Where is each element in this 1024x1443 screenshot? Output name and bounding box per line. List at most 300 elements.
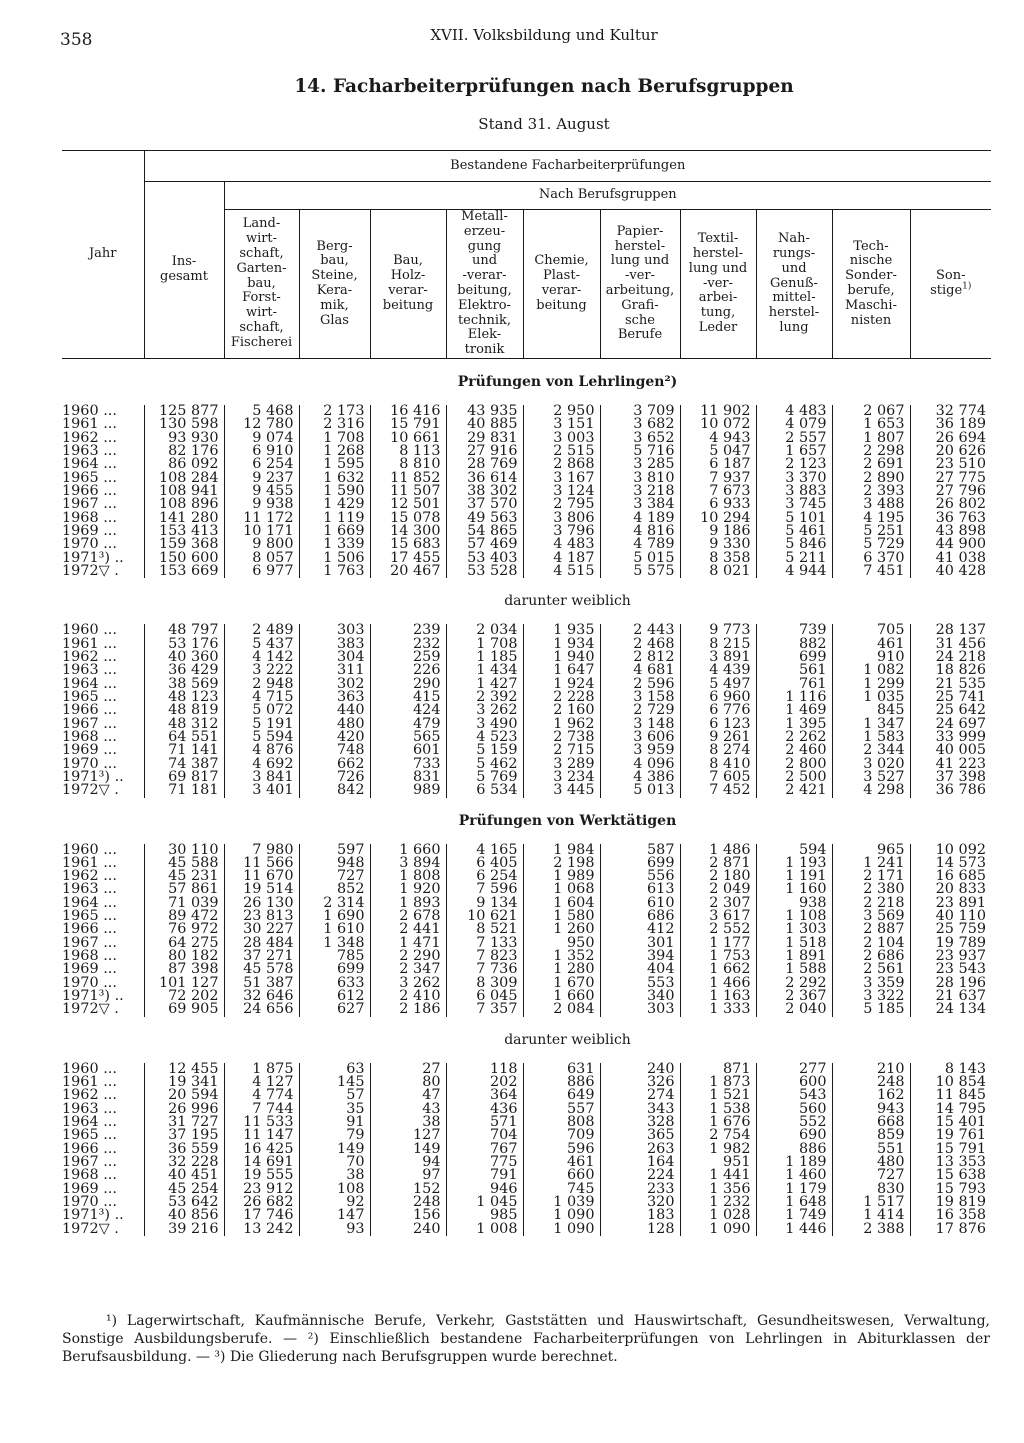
- value-cell: 1 583: [832, 731, 910, 744]
- value-cell: 571: [446, 1116, 523, 1129]
- value-cell: 259: [370, 651, 446, 664]
- year-cell: 1970 ...: [62, 1194, 117, 1211]
- value-cell: 14 573: [910, 857, 991, 870]
- value-cell: 69 817: [144, 771, 224, 784]
- value-cell: 3 003: [523, 432, 600, 445]
- value-cell: 3 218: [600, 485, 680, 498]
- value-cell: 12 455: [144, 1063, 224, 1076]
- value-cell: 596: [523, 1143, 600, 1156]
- value-cell: 1 676: [680, 1116, 756, 1129]
- table-header: [62, 151, 991, 359]
- value-cell: 37 195: [144, 1129, 224, 1142]
- year-cell: 1972▽ .: [62, 782, 119, 799]
- value-cell: 3 285: [600, 458, 680, 471]
- value-cell: 3 262: [446, 704, 523, 717]
- value-cell: 2 460: [756, 744, 832, 757]
- value-cell: 1 090: [523, 1209, 600, 1222]
- year-cell: 1960 ...: [62, 1060, 117, 1077]
- value-cell: 49 563: [446, 512, 523, 525]
- value-cell: 38 569: [144, 678, 224, 691]
- value-cell: 1 414: [832, 1209, 910, 1222]
- value-cell: 328: [600, 1116, 680, 1129]
- value-cell: 6 910: [224, 445, 299, 458]
- value-cell: 1 610: [299, 923, 370, 936]
- value-cell: 25 642: [910, 704, 991, 717]
- value-cell: 47: [370, 1089, 446, 1102]
- value-cell: 26 130: [224, 897, 299, 910]
- year-cell: 1968 ...: [62, 948, 117, 965]
- section-label: Prüfungen von Werktätigen: [458, 812, 677, 829]
- value-cell: 668: [832, 1116, 910, 1129]
- value-cell: 3 796: [523, 525, 600, 538]
- value-cell: 3 401: [224, 784, 299, 797]
- value-cell: 8 215: [680, 638, 756, 651]
- value-cell: 2 040: [756, 1003, 832, 1016]
- value-cell: 5 716: [600, 445, 680, 458]
- section-label: Prüfungen von Lehrlingen²): [457, 373, 678, 390]
- value-cell: 7 452: [680, 784, 756, 797]
- value-cell: 943: [832, 1103, 910, 1116]
- value-cell: 845: [832, 704, 910, 717]
- value-cell: 145: [299, 1076, 370, 1089]
- value-cell: 985: [446, 1209, 523, 1222]
- value-cell: 3 167: [523, 472, 600, 485]
- value-cell: 1 669: [299, 525, 370, 538]
- value-cell: 64 551: [144, 731, 224, 744]
- value-cell: 38: [299, 1169, 370, 1182]
- year-cell: 1964 ...: [62, 894, 117, 911]
- value-cell: 86 092: [144, 458, 224, 471]
- year-cell: 1964 ...: [62, 456, 117, 473]
- value-cell: 1 670: [523, 977, 600, 990]
- value-cell: 1 934: [523, 638, 600, 651]
- value-cell: 32 228: [144, 1156, 224, 1169]
- value-cell: 24 134: [910, 1003, 991, 1016]
- value-cell: 612: [299, 990, 370, 1003]
- value-cell: 8 358: [680, 552, 756, 565]
- value-cell: 1 604: [523, 897, 600, 910]
- value-cell: 2 557: [756, 432, 832, 445]
- value-cell: 436: [446, 1103, 523, 1116]
- value-cell: 6 977: [224, 565, 299, 578]
- statistics-table: [62, 150, 991, 1236]
- value-cell: 5 468: [224, 405, 299, 418]
- value-cell: 16 685: [910, 870, 991, 883]
- value-cell: 1 333: [680, 1003, 756, 1016]
- value-cell: 301: [600, 937, 680, 950]
- value-cell: 4 816: [600, 525, 680, 538]
- year-cell: 1965 ...: [62, 1127, 117, 1144]
- value-cell: 26 802: [910, 498, 991, 511]
- value-cell: 53 642: [144, 1196, 224, 1209]
- header-col-7: Textil- herstel- lung und -ver- arbei- tung, Leder: [680, 210, 756, 359]
- value-cell: 3 359: [832, 977, 910, 990]
- value-cell: 1 891: [756, 950, 832, 963]
- value-cell: 36 189: [910, 418, 991, 431]
- value-cell: 38: [370, 1116, 446, 1129]
- value-cell: 4 298: [832, 784, 910, 797]
- value-cell: 1 662: [680, 963, 756, 976]
- value-cell: 26 682: [224, 1196, 299, 1209]
- value-cell: 20 467: [370, 565, 446, 578]
- value-cell: 3 894: [370, 857, 446, 870]
- value-cell: 2 686: [832, 950, 910, 963]
- value-cell: 5 769: [446, 771, 523, 784]
- value-cell: 394: [600, 950, 680, 963]
- year-cell: 1967 ...: [62, 496, 117, 513]
- value-cell: 2 871: [680, 857, 756, 870]
- value-cell: 4 386: [600, 771, 680, 784]
- value-cell: 57: [299, 1089, 370, 1102]
- footnote-mark: 1): [962, 281, 972, 292]
- value-cell: 45 578: [224, 963, 299, 976]
- value-cell: 1 460: [756, 1169, 832, 1182]
- value-cell: 440: [299, 704, 370, 717]
- value-cell: 232: [370, 638, 446, 651]
- value-cell: 2 691: [832, 458, 910, 471]
- value-cell: 11 533: [224, 1116, 299, 1129]
- header-col-10: Son- stige$^{1)}$: [910, 210, 991, 359]
- value-cell: 69 905: [144, 1003, 224, 1016]
- value-cell: 699: [299, 963, 370, 976]
- footnotes: [62, 1312, 990, 1366]
- value-cell: 3 158: [600, 691, 680, 704]
- value-cell: 7 596: [446, 883, 523, 896]
- value-cell: 226: [370, 664, 446, 677]
- value-cell: 108 941: [144, 485, 224, 498]
- value-cell: 3 709: [600, 405, 680, 418]
- year-cell: 1972▽ .: [62, 1220, 119, 1237]
- value-cell: 2 596: [600, 678, 680, 691]
- value-cell: 19 341: [144, 1076, 224, 1089]
- value-cell: 1 920: [370, 883, 446, 896]
- value-cell: 12 501: [370, 498, 446, 511]
- year-cell: 1961 ...: [62, 854, 117, 871]
- value-cell: 3 222: [224, 664, 299, 677]
- value-cell: 9 773: [680, 624, 756, 637]
- value-cell: 17 455: [370, 552, 446, 565]
- value-cell: 210: [832, 1063, 910, 1076]
- value-cell: 9 186: [680, 525, 756, 538]
- value-cell: 19 555: [224, 1169, 299, 1182]
- value-cell: 7 133: [446, 937, 523, 950]
- value-cell: 40 451: [144, 1169, 224, 1182]
- table-row: [62, 784, 991, 797]
- value-cell: 2 290: [370, 950, 446, 963]
- section-spacer: [62, 578, 144, 624]
- value-cell: 1 538: [680, 1103, 756, 1116]
- value-cell: 5 072: [224, 704, 299, 717]
- value-cell: 28 196: [910, 977, 991, 990]
- value-cell: 594: [756, 844, 832, 857]
- value-cell: 1 660: [523, 990, 600, 1003]
- value-cell: 871: [680, 1063, 756, 1076]
- value-cell: 2 515: [523, 445, 600, 458]
- value-cell: 3 020: [832, 758, 910, 771]
- value-cell: 3 841: [224, 771, 299, 784]
- value-cell: 1 116: [756, 691, 832, 704]
- value-cell: 2 812: [600, 651, 680, 664]
- value-cell: 48 123: [144, 691, 224, 704]
- value-cell: 2 380: [832, 883, 910, 896]
- value-cell: 153 669: [144, 565, 224, 578]
- value-cell: 1 446: [756, 1223, 832, 1236]
- value-cell: 5 191: [224, 718, 299, 731]
- value-cell: 4 944: [756, 565, 832, 578]
- value-cell: 48 797: [144, 624, 224, 637]
- value-cell: 1 039: [523, 1196, 600, 1209]
- value-cell: 6 045: [446, 990, 523, 1003]
- value-cell: 32 646: [224, 990, 299, 1003]
- value-cell: 842: [299, 784, 370, 797]
- value-cell: 2 729: [600, 704, 680, 717]
- header-col-5: Chemie, Plast- verar- beitung: [523, 210, 600, 359]
- value-cell: 4 876: [224, 744, 299, 757]
- year-cell: 1970 ...: [62, 974, 117, 991]
- value-cell: 1 893: [370, 897, 446, 910]
- header-col-4: Metall- erzeu- gung und -verar- beitung, Elektro- technik, Elek- tronik: [446, 210, 523, 359]
- value-cell: 2 887: [832, 923, 910, 936]
- value-cell: 3 745: [756, 498, 832, 511]
- value-cell: 1 708: [446, 638, 523, 651]
- value-cell: 1 647: [523, 664, 600, 677]
- value-cell: 1 521: [680, 1089, 756, 1102]
- section-header: [62, 578, 991, 624]
- year-cell: 1962 ...: [62, 648, 117, 665]
- header-col-9: Tech- nische Sonder- berufe, Maschi- nisten: [832, 210, 910, 359]
- value-cell: 557: [523, 1103, 600, 1116]
- value-cell: 613: [600, 883, 680, 896]
- value-cell: 10 661: [370, 432, 446, 445]
- table-body: [62, 358, 991, 1236]
- section-spacer: [62, 358, 144, 405]
- year-cell: 1969 ...: [62, 742, 117, 759]
- value-cell: 263: [600, 1143, 680, 1156]
- value-cell: 240: [600, 1063, 680, 1076]
- value-cell: 6 534: [446, 784, 523, 797]
- value-cell: 1 045: [446, 1196, 523, 1209]
- value-cell: 16 425: [224, 1143, 299, 1156]
- year-cell: 1968 ...: [62, 728, 117, 745]
- value-cell: 108 896: [144, 498, 224, 511]
- value-cell: 7 744: [224, 1103, 299, 1116]
- value-cell: 4 943: [680, 432, 756, 445]
- value-cell: 43: [370, 1103, 446, 1116]
- value-cell: 3 810: [600, 472, 680, 485]
- value-cell: 886: [523, 1076, 600, 1089]
- value-cell: 415: [370, 691, 446, 704]
- value-cell: 164: [600, 1156, 680, 1169]
- value-cell: 633: [299, 977, 370, 990]
- value-cell: 1 469: [756, 704, 832, 717]
- value-cell: 2 392: [446, 691, 523, 704]
- value-cell: 3 652: [600, 432, 680, 445]
- value-cell: 41 223: [910, 758, 991, 771]
- value-cell: 3 148: [600, 718, 680, 731]
- value-cell: 1 395: [756, 718, 832, 731]
- section-spacer: [62, 1017, 144, 1063]
- value-cell: 10 854: [910, 1076, 991, 1089]
- year-cell: 1969 ...: [62, 1180, 117, 1197]
- value-cell: 1 471: [370, 937, 446, 950]
- value-cell: 23 937: [910, 950, 991, 963]
- value-cell: 162: [832, 1089, 910, 1102]
- value-cell: 4 439: [680, 664, 756, 677]
- value-cell: 23 813: [224, 910, 299, 923]
- year-cell: 1968 ...: [62, 509, 117, 526]
- value-cell: 26 996: [144, 1103, 224, 1116]
- value-cell: 2 678: [370, 910, 446, 923]
- value-cell: 71 039: [144, 897, 224, 910]
- value-cell: 9 800: [224, 538, 299, 551]
- value-cell: 20 833: [910, 883, 991, 896]
- value-cell: 2 186: [370, 1003, 446, 1016]
- value-cell: 15 791: [910, 1143, 991, 1156]
- value-cell: 72 202: [144, 990, 224, 1003]
- value-cell: 7 937: [680, 472, 756, 485]
- value-cell: 745: [523, 1183, 600, 1196]
- value-cell: 248: [832, 1076, 910, 1089]
- value-cell: 791: [446, 1169, 523, 1182]
- year-cell: 1960 ...: [62, 841, 117, 858]
- value-cell: 11 902: [680, 405, 756, 418]
- value-cell: 1 163: [680, 990, 756, 1003]
- value-cell: 37 570: [446, 498, 523, 511]
- value-cell: 25 741: [910, 691, 991, 704]
- year-cell: 1961 ...: [62, 416, 117, 433]
- header-nach-berufsgruppen: Nach Berufsgruppen: [224, 182, 991, 210]
- value-cell: 859: [832, 1129, 910, 1142]
- value-cell: 54 865: [446, 525, 523, 538]
- value-cell: 79: [299, 1129, 370, 1142]
- value-cell: 4 142: [224, 651, 299, 664]
- value-cell: 183: [600, 1209, 680, 1222]
- value-cell: 8 143: [910, 1063, 991, 1076]
- value-cell: 560: [756, 1103, 832, 1116]
- value-cell: 150 600: [144, 552, 224, 565]
- value-cell: 2 228: [523, 691, 600, 704]
- value-cell: 37 271: [224, 950, 299, 963]
- year-cell: 1960 ...: [62, 402, 117, 419]
- value-cell: 40 005: [910, 744, 991, 757]
- value-cell: 383: [299, 638, 370, 651]
- value-cell: 785: [299, 950, 370, 963]
- value-cell: 727: [299, 870, 370, 883]
- value-cell: 11 172: [224, 512, 299, 525]
- value-cell: 551: [832, 1143, 910, 1156]
- value-cell: 1 924: [523, 678, 600, 691]
- value-cell: 45 588: [144, 857, 224, 870]
- section-label: darunter weiblich: [504, 1031, 631, 1048]
- value-cell: 31 456: [910, 638, 991, 651]
- header-bestandene: Bestandene Facharbeiterprüfungen: [144, 151, 991, 182]
- value-cell: 404: [600, 963, 680, 976]
- value-cell: 686: [600, 910, 680, 923]
- value-cell: 3 959: [600, 744, 680, 757]
- value-cell: 1 260: [523, 923, 600, 936]
- year-cell: 1968 ...: [62, 1167, 117, 1184]
- value-cell: 1 119: [299, 512, 370, 525]
- year-cell: 1963 ...: [62, 881, 117, 898]
- value-cell: 1 090: [523, 1223, 600, 1236]
- value-cell: 424: [370, 704, 446, 717]
- value-cell: 3 606: [600, 731, 680, 744]
- value-cell: 8 274: [680, 744, 756, 757]
- value-cell: 91: [299, 1116, 370, 1129]
- value-cell: 43 935: [446, 405, 523, 418]
- value-cell: 1 068: [523, 883, 600, 896]
- value-cell: 1 193: [756, 857, 832, 870]
- value-cell: 9 455: [224, 485, 299, 498]
- value-cell: 303: [299, 624, 370, 637]
- value-cell: 1 873: [680, 1076, 756, 1089]
- value-cell: 2 198: [523, 857, 600, 870]
- value-cell: 1 690: [299, 910, 370, 923]
- value-cell: 2 443: [600, 624, 680, 637]
- value-cell: 2 123: [756, 458, 832, 471]
- value-cell: 946: [446, 1183, 523, 1196]
- value-cell: 412: [600, 923, 680, 936]
- value-cell: 587: [600, 844, 680, 857]
- value-cell: 87 398: [144, 963, 224, 976]
- value-cell: 2 307: [680, 897, 756, 910]
- value-cell: 1 339: [299, 538, 370, 551]
- value-cell: 15 683: [370, 538, 446, 551]
- value-cell: 4 165: [446, 844, 523, 857]
- value-cell: 6 187: [680, 458, 756, 471]
- value-cell: 82 176: [144, 445, 224, 458]
- value-cell: 101 127: [144, 977, 224, 990]
- value-cell: 57 861: [144, 883, 224, 896]
- value-cell: 248: [370, 1196, 446, 1209]
- value-cell: 17 746: [224, 1209, 299, 1222]
- value-cell: 5 729: [832, 538, 910, 551]
- value-cell: 127: [370, 1129, 446, 1142]
- year-cell: 1965 ...: [62, 908, 117, 925]
- value-cell: 3 617: [680, 910, 756, 923]
- value-cell: 775: [446, 1156, 523, 1169]
- year-cell: 1971³) ..: [62, 549, 124, 566]
- value-cell: 1 347: [832, 718, 910, 731]
- year-cell: 1965 ...: [62, 469, 117, 486]
- value-cell: 2 410: [370, 990, 446, 1003]
- running-head: XVII. Volksbildung und Kultur: [430, 26, 658, 44]
- year-cell: 1962 ...: [62, 868, 117, 885]
- value-cell: 277: [756, 1063, 832, 1076]
- value-cell: 8 021: [680, 565, 756, 578]
- value-cell: 3 569: [832, 910, 910, 923]
- year-cell: 1969 ...: [62, 522, 117, 539]
- value-cell: 14 691: [224, 1156, 299, 1169]
- value-cell: 1 989: [523, 870, 600, 883]
- value-cell: 1 517: [832, 1196, 910, 1209]
- value-cell: 461: [832, 638, 910, 651]
- value-cell: 202: [446, 1076, 523, 1089]
- value-cell: 7 736: [446, 963, 523, 976]
- value-cell: 1 177: [680, 937, 756, 950]
- value-cell: 2 738: [523, 731, 600, 744]
- value-cell: 53 403: [446, 552, 523, 565]
- year-cell: 1961 ...: [62, 635, 117, 652]
- value-cell: 25 759: [910, 923, 991, 936]
- value-cell: 31 727: [144, 1116, 224, 1129]
- value-cell: 23 891: [910, 897, 991, 910]
- value-cell: 326: [600, 1076, 680, 1089]
- value-cell: 24 218: [910, 651, 991, 664]
- value-cell: 5 462: [446, 758, 523, 771]
- value-cell: 1 580: [523, 910, 600, 923]
- year-cell: 1964 ...: [62, 675, 117, 692]
